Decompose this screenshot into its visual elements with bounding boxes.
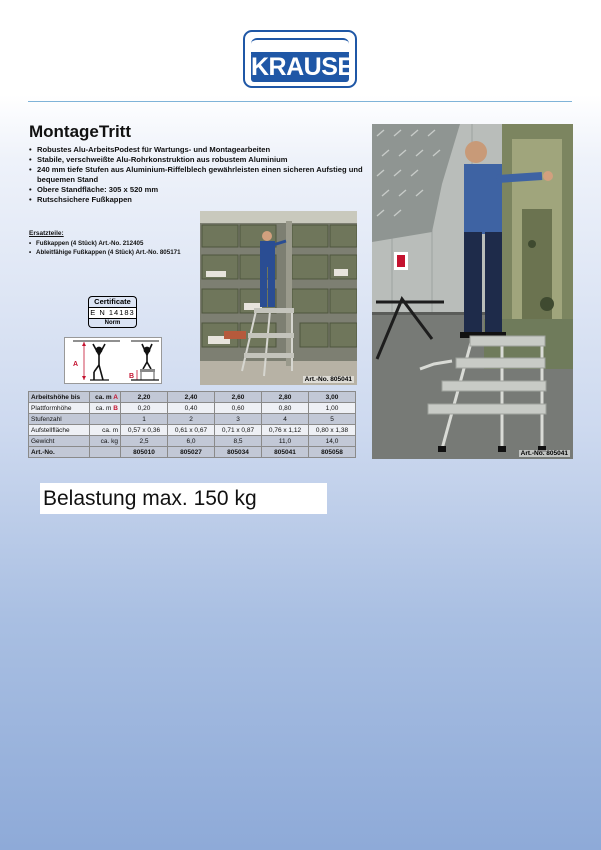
row-label: Aufstellfläche <box>29 425 90 436</box>
table-row-platform-height <box>29 403 356 414</box>
feature-item: • Rutschsichere Fußkappen <box>29 195 369 205</box>
table-cell: 4 <box>262 414 309 425</box>
row-unit: ca. m <box>90 425 121 436</box>
certificate-norm-label: Norm <box>88 319 137 328</box>
table-row-steps <box>29 414 356 425</box>
spares-title: Ersatzteile: <box>29 230 64 237</box>
right-photo-caption: Art.-No. 805041 <box>520 450 568 457</box>
table-cell: 0,71 x 0,87 <box>215 425 262 436</box>
table-row-footprint <box>29 425 356 436</box>
table-cell: 2,40 <box>168 392 215 403</box>
table-cell: 0,80 <box>262 403 309 414</box>
product-title: MontageTritt <box>29 122 131 141</box>
table-cell: 6,0 <box>168 436 215 447</box>
feature-item: • 240 mm tiefe Stufen aus Aluminium-Riffelblech gewährleisten einen sicheren Aufstieg und bequemen Stand <box>29 165 369 185</box>
row-label: Arbeitshöhe bis <box>29 392 90 403</box>
row-label: Stufenzahl <box>29 414 90 425</box>
logo-text: KRAUSE <box>251 53 354 81</box>
table-cell: 2,5 <box>121 436 168 447</box>
spare-item: • Fußkappen (4 Stück) Art.-No. 212405 <box>29 239 181 248</box>
table-cell: 0,20 <box>121 403 168 414</box>
table-cell: 0,61 x 0,67 <box>168 425 215 436</box>
table-cell: 1 <box>121 414 168 425</box>
height-diagram <box>64 337 162 384</box>
table-cell: 2,80 <box>262 392 309 403</box>
feature-list <box>29 145 369 204</box>
table-cell: 3 <box>215 414 262 425</box>
row-label: Gewicht <box>29 436 90 447</box>
krause-logo <box>243 30 357 88</box>
feature-item: • Obere Standfläche: 305 x 520 mm <box>29 185 369 195</box>
table-cell: 14,0 <box>309 436 356 447</box>
table-cell: 0,76 x 1,12 <box>262 425 309 436</box>
table-row-article-number <box>29 447 356 458</box>
table-cell: 805058 <box>309 447 356 458</box>
table-cell: 2,20 <box>121 392 168 403</box>
header-divider <box>28 101 572 102</box>
unit-text: ca. m <box>95 404 112 412</box>
diagram-label-b: B <box>129 373 135 380</box>
table-cell: 0,57 x 0,36 <box>121 425 168 436</box>
workshop-illustration <box>372 124 573 459</box>
row-unit <box>90 403 121 414</box>
feature-item: • Stabile, verschweißte Alu-Rohrkonstruktion aus robustem Aluminium <box>29 155 369 165</box>
height-diagram-illustration <box>65 338 161 383</box>
row-label: Plattformhöhe <box>29 403 90 414</box>
table-row-weight <box>29 436 356 447</box>
specification-table <box>28 391 356 458</box>
table-cell: 11,0 <box>262 436 309 447</box>
table-cell: 3,00 <box>309 392 356 403</box>
row-unit <box>90 447 121 458</box>
unit-text: ca. m <box>95 393 112 401</box>
load-capacity-box: Belastung max. 150 kg <box>40 483 327 514</box>
warehouse-photo <box>200 211 357 385</box>
table-cell: 0,40 <box>168 403 215 414</box>
table-cell: 1,00 <box>309 403 356 414</box>
spares-list <box>29 239 181 257</box>
unit-marker: B <box>113 404 118 412</box>
table-cell: 0,60 <box>215 403 262 414</box>
table-cell: 2,60 <box>215 392 262 403</box>
row-unit <box>90 414 121 425</box>
certificate-badge <box>88 296 137 328</box>
table-cell: 2 <box>168 414 215 425</box>
table-cell: 8,5 <box>215 436 262 447</box>
warehouse-illustration <box>200 211 357 385</box>
table-cell: 805034 <box>215 447 262 458</box>
table-cell: 805041 <box>262 447 309 458</box>
workshop-photo <box>372 124 573 459</box>
feature-item: • Robustes Alu-ArbeitsPodest für Wartungs- und Montagearbeiten <box>29 145 369 155</box>
spare-item: • Ableitfähige Fußkappen (4 Stück) Art.-No. 805171 <box>29 248 181 257</box>
table-cell: 805010 <box>121 447 168 458</box>
table-row-working-height <box>29 392 356 403</box>
diagram-label-a: A <box>73 361 79 368</box>
unit-marker: A <box>113 393 118 401</box>
table-cell: 5 <box>309 414 356 425</box>
certificate-label: Certificate <box>88 296 137 307</box>
table-cell: 805027 <box>168 447 215 458</box>
row-unit <box>90 392 121 403</box>
row-label: Art.-No. <box>29 447 90 458</box>
table-cell: 0,80 x 1,38 <box>309 425 356 436</box>
certificate-norm-number: E N 14183 <box>88 307 137 319</box>
row-unit: ca. kg <box>90 436 121 447</box>
middle-photo-caption: Art.-No. 805041 <box>304 376 352 383</box>
